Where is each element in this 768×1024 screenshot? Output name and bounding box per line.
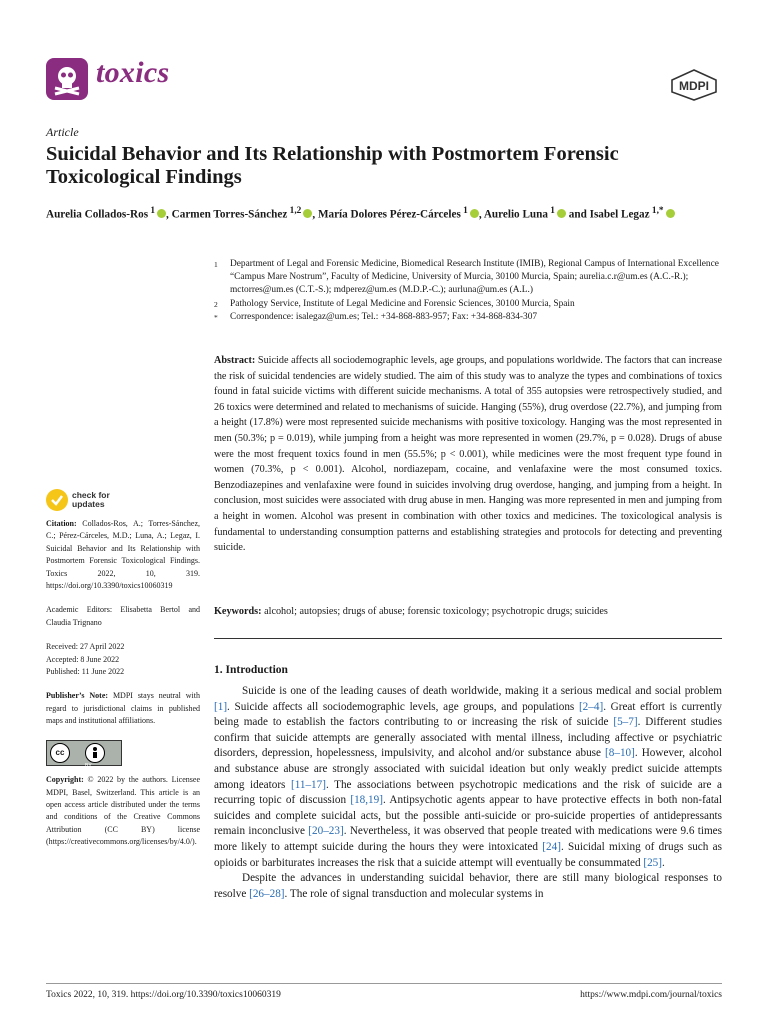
- page-title: Suicidal Behavior and Its Relationship with Postmortem Forensic Toxicological Findings: [46, 143, 619, 188]
- check-updates-label: check for updates: [72, 490, 110, 509]
- abstract-label: Abstract:: [214, 355, 256, 366]
- citation-link[interactable]: [25]: [643, 856, 662, 869]
- affiliation-mark: 1: [214, 260, 218, 269]
- received-date: Received: 27 April 2022: [46, 642, 125, 652]
- check-for-updates-button[interactable]: [46, 489, 146, 513]
- section-heading: 1. Introduction: [214, 664, 288, 676]
- affiliations: [214, 258, 726, 324]
- citation-link[interactable]: [5–7]: [613, 716, 638, 729]
- paragraph: Suicide is one of the leading causes of death worldwide, making it a serious medical and social problem [1]. Suicide affects all sociodemographic levels, age groups, and populations [2–4]. Great effort is currently being made to establish the factors contributing to or increasing the risk of suicide [5–7]. Different studies confirm that suicide attempts are generally associated with mental illness, including affective or psychiatric disorders, depression, hopelessness, impulsivity, and alcohol and/or substance abuse [8–10]. However, alcohol and substance abuse are strongly associated with suicidal ideation but only weakly predict suicide attempts among ideators [11–17]. The associations between psychotropic medications and the risk of suicide are a recurring topic of discussion [18,19]. Antipsychotic agents appear to have protective effects in both non-fatal suicides and complete suicidal acts, but the possible anti-suicide or pro-suicide properties of antidepressants remain inconclusive [20–23]. Nevertheless, it was observed that people treated with medications were 9.6 times more likely to attempt suicide during the hours they were intoxicated [24]. Suicidal mixing of drugs such as opioids or barbiturates increases the risk that a suicide attempt will eventually be consummated [25].: [214, 685, 723, 869]
- publisher-note-label: Publisher’s Note:: [46, 691, 109, 701]
- author-affiliation-mark: 1: [148, 206, 156, 216]
- publisher-note: [46, 690, 200, 727]
- citation-link[interactable]: [2–4]: [578, 700, 604, 713]
- publisher-note-text: MDPI stays neutral with regard to jurisdictional claims in published maps and institutional affiliations.: [46, 691, 200, 726]
- paragraph: Despite the advances in understanding suicidal behavior, there are still many biological responses to resolve [26–28]. The role of signal transduction and molecular systems in: [214, 872, 722, 900]
- keywords: [214, 604, 722, 619]
- author-affiliation-mark: 1,*: [649, 206, 664, 216]
- abstract: [214, 353, 722, 556]
- author-name: María Dolores Pérez-Cárceles: [317, 208, 461, 221]
- affiliation-item: [214, 298, 726, 311]
- citation: [46, 518, 200, 592]
- orcid-icon[interactable]: [157, 209, 166, 218]
- abstract-text: Suicide affects all sociodemographic levels, age groups, and populations worldwide. The factors that can increase the risk of suicidal tendencies are widely studied. The aim of this study was to analyze the types and combinations of toxics found in fatal suicide victims with different suicide mechanisms. A total of 355 autopsies were retrospectively studied, and 26 toxics were determined and related to mechanisms of suicide. Hanging (55%), drug overdose (22.7%), and jumping from a height (17.8%) were most represented suicide mechanisms with positive toxicology. Hanging was the most represented in men (50.3%; p = 0.019), while jumping from a height was more represented in women (29.7%, p = 0.028). Drugs of abuse were the most frequent toxics found in men (55.5%; p < 0.001), while medicines were the most frequent type found in women (70.3%, p < 0.001). Alcohol, nordiazepam, cocaine, and venlafaxine were the most consumed toxics. Benzodiazepines and venlafaxine were found in suicides involving drug overdose, hanging, and jumping from a height. In conclusion, most suicides were associated with drug abuse in men. Hanging was more represented in men and jumping from a height in women. Alcohol was present in combination with other toxics and medicines. The toxicological analysis is fundamental to understanding consumption patterns and establishing strategies and protocols for detecting and preventing suicide.: [214, 355, 722, 554]
- author-name: Carmen Torres-Sánchez: [171, 208, 288, 221]
- sidebar: [46, 518, 200, 861]
- copyright-label: Copyright:: [46, 775, 84, 785]
- citation-text[interactable]: Collados-Ros, A.; Torres-Sánchez, C.; Pérez-Cárceles, M.D.; Luna, A.; Legaz, I. Suicidal Behavior and Its Relationship with Postmortem Forensic Toxicological Findings. Toxics 2022, 10, 319. https://doi.org/10.3390/toxics10060319: [46, 519, 201, 591]
- citation-link[interactable]: [11–17]: [290, 778, 326, 791]
- orcid-icon[interactable]: [470, 209, 479, 218]
- keywords-label: Keywords:: [214, 606, 262, 617]
- journal-name: toxics: [96, 56, 170, 89]
- footer-journal-url[interactable]: https://www.mdpi.com/journal/toxics: [580, 990, 722, 1000]
- orcid-icon[interactable]: [557, 209, 566, 218]
- footer-citation[interactable]: Toxics 2022, 10, 319. https://doi.org/10.3390/toxics10060319: [46, 990, 281, 1000]
- keywords-text: alcohol; autopsies; drugs of abuse; forensic toxicology; psychotropic drugs; suicides: [264, 606, 608, 617]
- citation-link[interactable]: [26–28]: [249, 887, 285, 900]
- affiliation-text: Correspondence: isalegaz@um.es; Tel.: +34-868-883-957; Fax: +34-868-834-307: [230, 311, 538, 322]
- published-date: Published: 11 June 2022: [46, 667, 125, 677]
- affiliation-mark: *: [214, 312, 218, 322]
- divider: [214, 638, 722, 639]
- accepted-date: Accepted: 8 June 2022: [46, 654, 120, 664]
- author-name: Isabel Legaz: [589, 208, 650, 221]
- affiliation-mark: 2: [214, 299, 218, 309]
- author-name: Aurelio Luna: [483, 208, 548, 221]
- affiliation-item: [214, 311, 726, 324]
- citation-link[interactable]: [24]: [542, 840, 561, 853]
- citation-link[interactable]: [18,19]: [350, 794, 383, 807]
- author-name: Aurelia Collados-Ros: [46, 208, 149, 221]
- author-affiliation-mark: 1: [547, 206, 555, 216]
- affiliation-text: Pathology Service, Institute of Legal Medicine and Forensic Sciences, 30100 Murcia, Spain: [230, 298, 575, 309]
- citation-link[interactable]: [8–10]: [605, 747, 635, 760]
- citation-link[interactable]: [20–23]: [308, 825, 344, 838]
- orcid-icon[interactable]: [666, 209, 675, 218]
- dates: [46, 641, 200, 678]
- mdpi-logo-icon: [668, 68, 720, 102]
- check-updates-icon: [46, 489, 68, 511]
- cc-by-license-icon[interactable]: cc BY: [46, 740, 122, 766]
- affiliation-item: [214, 258, 726, 298]
- author-list: Aurelia Collados-Ros $^1$ , Carmen Torres-Sánchez $^{1,2}$ , María Dolores Pérez-Cárceles $^1$ , Aurelio Luna $^1$ and Isabel Legaz $^{1,*}$: [46, 203, 726, 223]
- academic-editors: Academic Editors: Elisabetta Bertol and Claudia Trignano: [46, 605, 200, 627]
- orcid-icon[interactable]: [303, 209, 312, 218]
- skull-icon: [46, 58, 88, 100]
- affiliation-text: Department of Legal and Forensic Medicine, Biomedical Research Institute (IMIB), Regional Campus of International Excellence “Campus Mare Nostrum”, Faculty of Medicine, University of Murcia, 30100 Murcia, Spain; aurelia.c.r@um.es (A.C.-R.); mctorres@um.es (C.T.-S.); mdperez@um.es (M.D.P.-C.); aurluna@um.es (A.L.): [230, 259, 719, 296]
- author-affiliation-mark: 1,2: [287, 206, 302, 216]
- article-type: Article: [46, 125, 79, 139]
- intro-body: [214, 684, 722, 902]
- author-affiliation-mark: 1: [460, 206, 468, 216]
- mdpi-logo-text: MDPI: [679, 79, 709, 93]
- citation-link[interactable]: [1]: [214, 700, 228, 713]
- copyright: [46, 774, 200, 848]
- citation-label: Citation:: [46, 519, 77, 528]
- copyright-text: © 2022 by the authors. Licensee MDPI, Basel, Switzerland. This article is an open access article distributed under the terms and conditions of the Creative Commons Attribution (CC BY) license (https://creativecommons.org/licenses/by/4.0/).: [46, 775, 201, 847]
- footer-divider: [46, 983, 722, 984]
